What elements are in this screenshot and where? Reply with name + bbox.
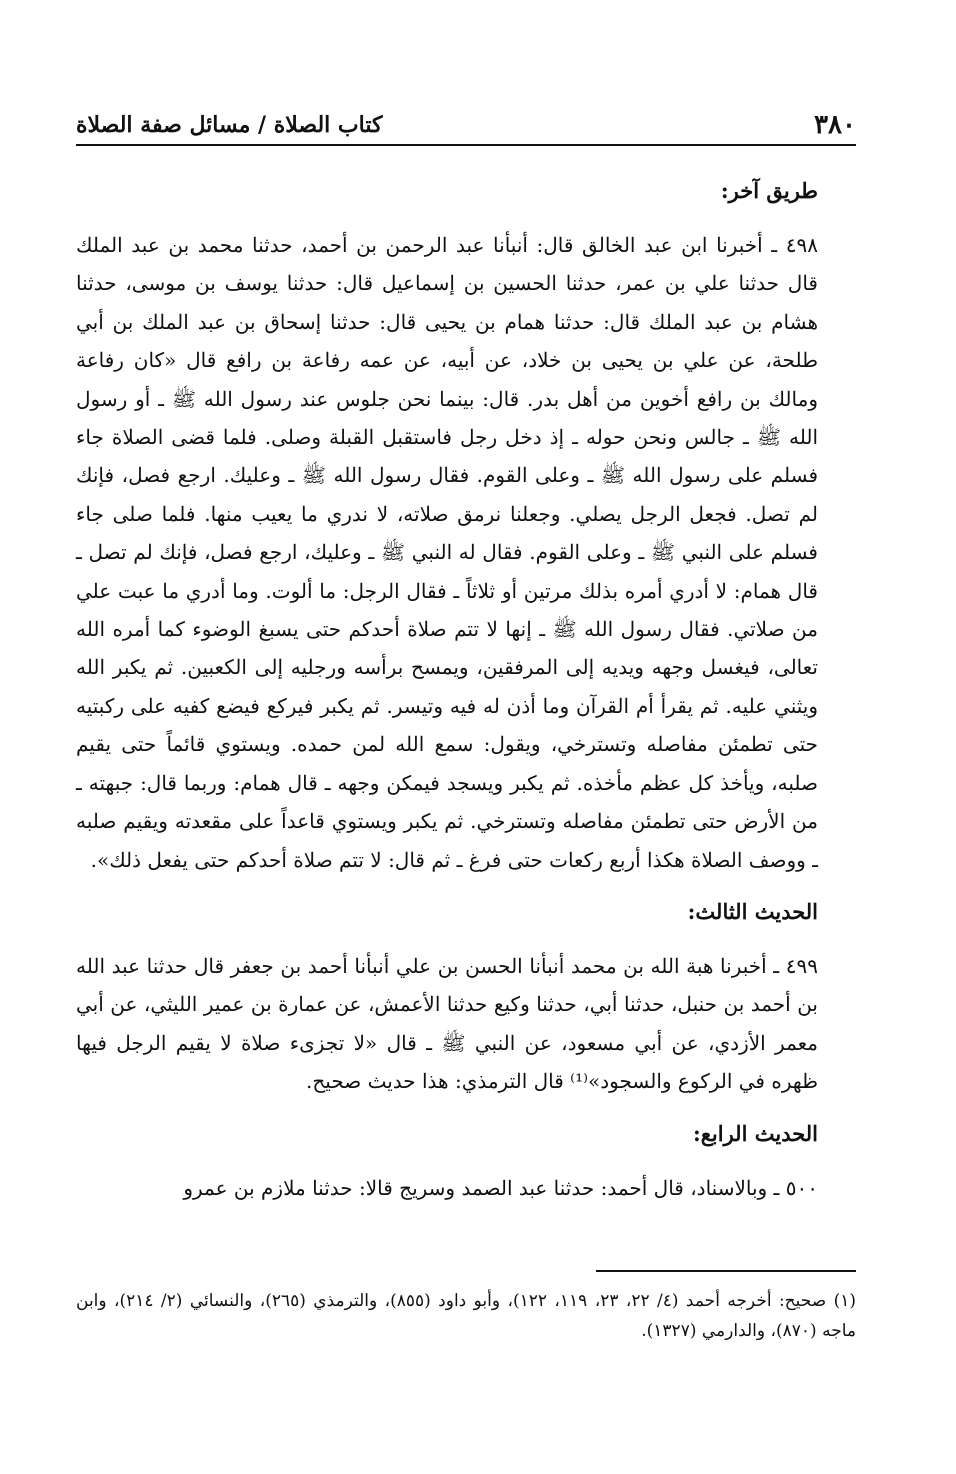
section-heading-another-route: طريق آخر: bbox=[720, 178, 818, 203]
footnote-1: (١) صحيح: أخرجه أحمد (٤/ ٢٢، ٢٣، ١١٩، ١٢٢)، وأبو داود (٨٥٥)، والترمذي (٢٦٥)، والنسائي (٢/ ٢١٤)، وابن ماجه (٨٧٠)، والدارمي (١٣٢٧). bbox=[76, 1291, 856, 1341]
hadith-498-paragraph: ٤٩٨ ـ أخبرنا ابن عبد الخالق قال: أنبأنا عبد الرحمن بن أحمد، حدثنا محمد بن عبد الملك قال حدثنا علي بن عمر، حدثنا الحسين بن إسماعيل قال: حدثنا يوسف بن موسى، حدثنا هشام بن عبد الملك قال: حدثنا همام بن يحيى قال: حدثنا إسحاق بن عبد الملك بن أبي طلحة، عن علي بن يحيى بن خلاد، عن أبيه، عن عمه رفاعة بن رافع قال «كان رفاعة ومالك بن رافع أخوين من أهل بدر. قال: بينما نحن جلوس عند رسول الله ﷺ ـ أو رسول الله ﷺ ـ جالس ونحن حوله ـ إذ دخل رجل فاستقبل القبلة وصلى. فلما قضى الصلاة جاء فسلم على رسول الله ﷺ ـ وعلى القوم. فقال رسول الله ﷺ ـ وعليك. ارجع فصل، فإنك لم تصل. فجعل الرجل يصلي. وجعلنا نرمق صلاته، لا ندري ما يعيب منها. فلما صلى جاء فسلم على النبي ﷺ ـ وعلى القوم. فقال له النبي ﷺ ـ وعليك، ارجع فصل، فإنك لم تصل ـ قال همام: لا أدري أمره بذلك مرتين أو ثلاثاً ـ فقال الرجل: ما ألوت. وما أدري ما عبت علي من صلاتي. فقال رسول الله ﷺ ـ إنها لا تتم صلاة أحدكم حتى يسبغ الوضوء كما أمره الله تعالى، فيغسل وجهه ويديه إلى المرفقين، ويمسح برأسه ورجليه إلى الكعبين. ثم يكبر الله ويثني عليه. ثم يقرأ أم القرآن وما أذن له فيه وتيسر. ثم يكبر فيركع فيضع كفيه على ركبتيه حتى تطمئن مفاصله وتسترخي، ويقول: سمع الله لمن حمده. ويستوي قائماً حتى يقيم صلبه، ويأخذ كل عظم مأخذه. ثم يكبر ويسجد فيمكن وجهه ـ قال همام: وربما قال: جبهته ـ من الأرض حتى تطمئن مفاصله وتسترخي. ثم يكبر ويستوي قاعداً على مقعدته ويقيم صلبه ـ ووصف الصلاة هكذا أربع ركعات حتى فرغ ـ ثم قال: لا تتم صلاة أحدكم حتى يفعل ذلك». bbox=[76, 233, 818, 872]
footnote-divider bbox=[596, 1270, 856, 1272]
section-heading-third-hadith: الحديث الثالث: bbox=[687, 898, 818, 924]
footnotes bbox=[76, 1270, 856, 1346]
hadith-500-paragraph: ٥٠٠ ـ وبالاسناد، قال أحمد: حدثنا عبد الصمد وسريج قالا: حدثنا ملازم بن عمرو bbox=[183, 1175, 818, 1200]
hadith-499-paragraph: ٤٩٩ ـ أخبرنا هبة الله بن محمد أنبأنا الحسن بن علي أنبأنا أحمد بن جعفر قال حدثنا عبد الله بن أحمد بن حنبل، حدثنا أبي، حدثنا وكيع حدثنا الأعمش، عن عمارة بن عمير الليثي، عن أبي معمر الأزدي، عن أبي مسعود، عن النبي ﷺ ـ قال «لا تجزىء صلاة لا يقيم الرجل فيها ظهره في الركوع والسجود»⁽¹⁾ قال الترمذي: هذا حديث صحيح. bbox=[76, 953, 818, 1094]
section-heading-fourth-hadith: الحديث الرابع: bbox=[692, 1120, 818, 1146]
page-header bbox=[76, 96, 856, 146]
running-title: كتاب الصلاة / مسائل صفة الصلاة bbox=[76, 112, 383, 138]
page-body bbox=[76, 172, 818, 1207]
page-number: ٣٨٠ bbox=[814, 110, 856, 140]
